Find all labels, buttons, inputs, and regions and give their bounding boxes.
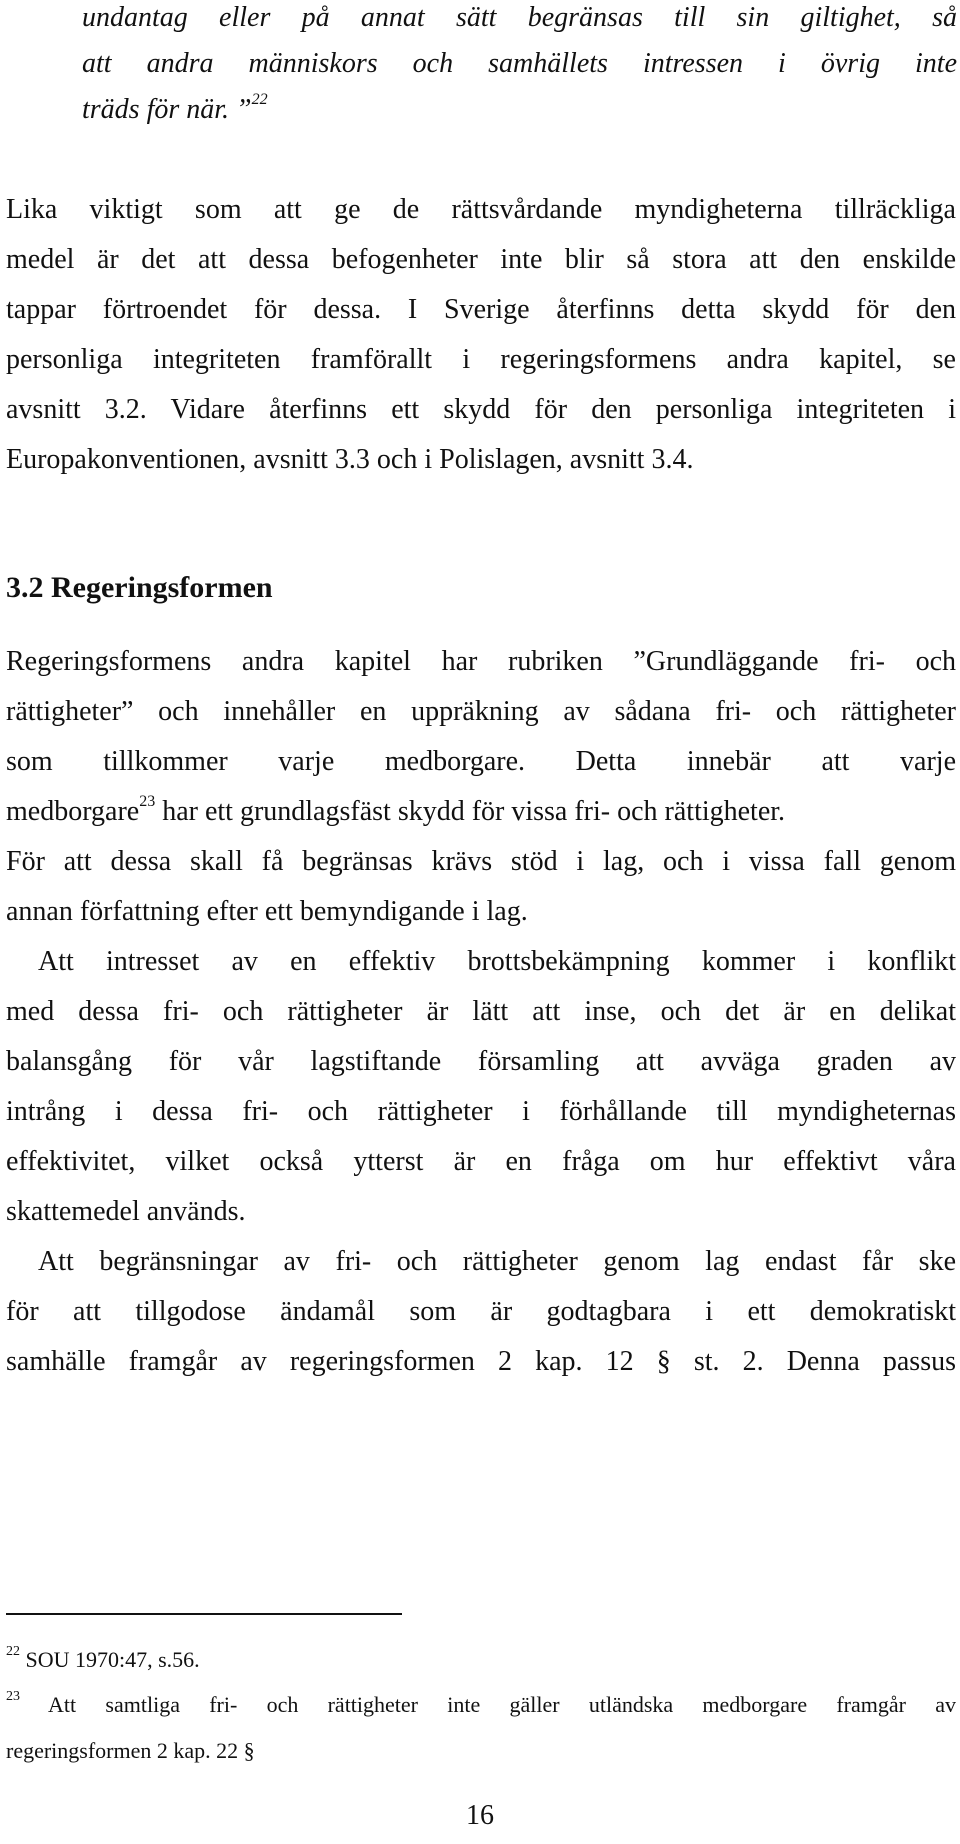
para2-line-4 <box>6 792 956 832</box>
para2-line-1: Regeringsformens andra kapitel har rubriken ”Grundläggande fri- och <box>6 646 956 677</box>
para1-line-5: avsnitt 3.2. Vidare återfinns ett skydd för den personliga integriteten i <box>6 394 956 425</box>
para3-line-1: Att intresset av en effektiv brottsbekämpning kommer i konflikt <box>38 946 956 977</box>
quote-line-2: att andra människors och samhällets intressen i övrig inte <box>82 48 957 79</box>
para1-line-1: Lika viktigt som att ge de rättsvårdande myndigheterna tillräckliga <box>6 194 956 225</box>
footnote-22-text: SOU 1970:47, s.56. <box>20 1647 200 1672</box>
quote-line-3 <box>82 90 957 130</box>
footnote-separator <box>6 1613 402 1615</box>
page-number: 16 <box>466 1800 494 1831</box>
footnote-23-line-1 <box>6 1690 956 1720</box>
para2-line-4-start: medborgare <box>6 796 140 827</box>
footnote-22-number: 22 <box>6 1644 20 1659</box>
para2-line-5: För att dessa skall få begränsas krävs stöd i lag, och i vissa fall genom <box>6 846 956 877</box>
para4-line-3: samhälle framgår av regeringsformen 2 kap. 12 § st. 2. Denna passus <box>6 1346 956 1377</box>
para3-line-5: effektivitet, vilket också ytterst är en fråga om hur effektivt våra <box>6 1146 956 1177</box>
para2-line-3: som tillkommer varje medborgare. Detta innebär att varje <box>6 746 956 777</box>
footnote-ref-23: 23 <box>139 793 156 810</box>
para1-line-4: personliga integriteten framförallt i regeringsformens andra kapitel, se <box>6 344 956 375</box>
para2-line-4-end: har ett grundlagsfäst skydd för vissa fri- och rättigheter. <box>155 796 786 827</box>
para3-line-4: intrång i dessa fri- och rättigheter i förhållande till myndigheternas <box>6 1096 956 1127</box>
footnote-ref-22: 22 <box>251 91 268 108</box>
para2-line-2: rättigheter” och innehåller en uppräkning av sådana fri- och rättigheter <box>6 696 956 727</box>
para4-line-2: för att tillgodose ändamål som är godtagbara i ett demokratiskt <box>6 1296 956 1327</box>
para1-line-3: tappar förtroendet för dessa. I Sverige återfinns detta skydd för den <box>6 294 956 325</box>
quote-line-1: undantag eller på annat sätt begränsas till sin giltighet, så <box>82 2 957 33</box>
footnote-22 <box>6 1645 956 1675</box>
footnote-23-number: 23 <box>6 1689 20 1704</box>
para3-line-2: med dessa fri- och rättigheter är lätt att inse, och det är en delikat <box>6 996 956 1027</box>
para1-line-2: medel är det att dessa befogenheter inte blir så stora att den enskilde <box>6 244 956 275</box>
quote-line-3-text: träds för när. ” <box>82 94 252 125</box>
para3-line-3: balansgång för vår lagstiftande församling att avväga graden av <box>6 1046 956 1077</box>
section-heading: 3.2 Regeringsformen <box>6 571 273 604</box>
para3-line-6: skattemedel används. <box>6 1196 246 1227</box>
footnote-23-line-2: regeringsformen 2 kap. 22 § <box>6 1738 255 1763</box>
footnote-23-text: Att samtliga fri- och rättigheter inte gäller utländska medborgare framgår av <box>20 1692 956 1717</box>
para2-line-6: annan författning efter ett bemyndigande i lag. <box>6 896 528 927</box>
para4-line-1: Att begränsningar av fri- och rättigheter genom lag endast får ske <box>38 1246 956 1277</box>
para1-line-6: Europakonventionen, avsnitt 3.3 och i Polislagen, avsnitt 3.4. <box>6 444 694 475</box>
